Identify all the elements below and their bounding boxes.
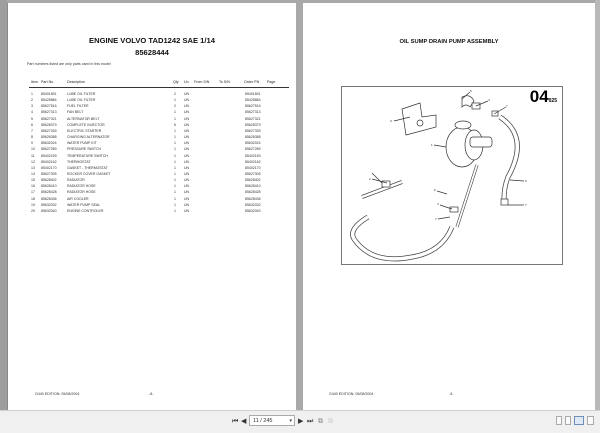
order-pn: 85628428 bbox=[245, 190, 261, 195]
table-row bbox=[8, 197, 296, 203]
table-row bbox=[8, 110, 296, 116]
quantity: 1 bbox=[174, 202, 176, 207]
unit: UN bbox=[184, 110, 190, 115]
item-number: 18 bbox=[31, 196, 35, 201]
order-pn: 85627313 bbox=[245, 110, 261, 115]
unit: UN bbox=[184, 208, 190, 213]
unit: UN bbox=[184, 135, 190, 140]
part-number: 85401891 bbox=[41, 92, 57, 96]
quantity: 1 bbox=[174, 196, 176, 201]
order-pn: 85632040 bbox=[245, 208, 261, 213]
page-number-select[interactable]: 11 / 245 ▾ bbox=[249, 415, 295, 426]
pump-assembly-drawing bbox=[342, 87, 562, 264]
next-page-icon[interactable]: ▶ bbox=[298, 418, 304, 425]
parts-note: Part numbers listed are only parts used in this model bbox=[27, 62, 111, 66]
svg-text:1: 1 bbox=[431, 143, 433, 147]
quantity: 1 bbox=[174, 135, 176, 140]
part-number: 85628402 bbox=[41, 178, 57, 183]
quantity: 6 bbox=[174, 122, 176, 127]
footer-page-number: -9- bbox=[449, 392, 454, 396]
table-row bbox=[8, 209, 296, 215]
description: THERMOSTAT bbox=[67, 159, 91, 164]
description: COMPLETE INJECTOR bbox=[67, 122, 105, 127]
description: WATER PUMP KIT bbox=[67, 141, 97, 146]
unit: UN bbox=[184, 98, 190, 103]
chevron-down-icon: ▾ bbox=[289, 418, 292, 424]
item-number: 19 bbox=[31, 202, 35, 207]
table-row bbox=[8, 98, 296, 104]
svg-text:3: 3 bbox=[390, 119, 392, 123]
description: LUBE OIL FILTER bbox=[67, 92, 96, 96]
footer-page-number: -8- bbox=[149, 392, 154, 396]
quantity: 1 bbox=[174, 147, 176, 152]
svg-text:6: 6 bbox=[525, 179, 527, 183]
item-number: 1 bbox=[31, 92, 33, 96]
unit: UN bbox=[184, 196, 190, 201]
order-pn: 85628436 bbox=[245, 196, 261, 201]
part-number: 85402162 bbox=[41, 159, 57, 164]
unit: UN bbox=[184, 190, 190, 195]
quantity: 1 bbox=[174, 98, 176, 103]
unit: UN bbox=[184, 202, 190, 207]
order-pn: 85627305 bbox=[245, 171, 261, 176]
part-number: 85627339 bbox=[41, 128, 57, 133]
description: ROCKER COVER GASKET bbox=[67, 171, 111, 176]
description: LUBE OIL FILTER bbox=[67, 98, 96, 103]
order-pn: 85626388 bbox=[245, 135, 261, 140]
part-number: 85627313 bbox=[41, 110, 57, 115]
item-number: 8 bbox=[31, 135, 33, 140]
model-part-number: 85628444 bbox=[135, 48, 169, 57]
col-un: Un bbox=[184, 80, 189, 84]
part-number: 85402170 bbox=[41, 165, 57, 170]
item-number: 9 bbox=[31, 141, 33, 146]
exploded-parts-diagram bbox=[341, 86, 563, 265]
table-row bbox=[8, 92, 296, 98]
part-number: 85632032 bbox=[41, 202, 57, 207]
part-number: 85627305 bbox=[41, 171, 57, 176]
item-number: 17 bbox=[31, 190, 35, 195]
table-row bbox=[8, 184, 296, 190]
item-number: 11 bbox=[31, 153, 35, 158]
table-row bbox=[8, 154, 296, 160]
quantity: 1 bbox=[174, 116, 176, 121]
col-order-pn: Order PN bbox=[244, 80, 260, 84]
header-divider bbox=[29, 87, 289, 88]
svg-text:2: 2 bbox=[369, 177, 371, 181]
svg-text:7: 7 bbox=[506, 104, 508, 108]
item-number: 16 bbox=[31, 184, 35, 189]
unit: UN bbox=[184, 153, 190, 158]
order-pn: 85632032 bbox=[245, 202, 261, 207]
description: GASKET - THERMOSTAT bbox=[67, 165, 108, 170]
description: ENGINE CONTROLER bbox=[67, 208, 104, 213]
item-number: 5 bbox=[31, 116, 33, 121]
footer-edition: G440 EDITION: 05/08/2004 bbox=[329, 392, 374, 396]
part-number: 85628410 bbox=[41, 184, 57, 189]
description: FAN BELT bbox=[67, 110, 84, 115]
unit: UN bbox=[184, 116, 190, 121]
table-row bbox=[8, 123, 296, 129]
first-page-icon[interactable]: ⏮ bbox=[232, 418, 239, 425]
item-number: 3 bbox=[31, 104, 33, 109]
order-pn: 85402170 bbox=[245, 165, 261, 170]
unit: UN bbox=[184, 128, 190, 133]
unit: UN bbox=[184, 147, 190, 152]
order-pn: 85401891 bbox=[245, 92, 261, 96]
assembly-title: OIL SUMP DRAIN PUMP ASSEMBLY bbox=[399, 39, 499, 45]
order-pn: 85402162 bbox=[245, 159, 261, 164]
part-number: 85402159 bbox=[41, 153, 57, 158]
svg-text:7: 7 bbox=[435, 217, 437, 221]
table-row bbox=[8, 160, 296, 166]
description: RADIATOR HOSE bbox=[67, 190, 96, 195]
description: FUEL FILTER bbox=[67, 104, 89, 109]
table-row bbox=[8, 190, 296, 196]
item-number: 15 bbox=[31, 178, 35, 183]
description: CHARGING ALTERNATOR bbox=[67, 135, 110, 140]
table-row bbox=[8, 129, 296, 135]
table-row bbox=[8, 104, 296, 110]
unit: UN bbox=[184, 184, 190, 189]
quantity: 2 bbox=[174, 104, 176, 109]
unit: UN bbox=[184, 171, 190, 176]
table-row bbox=[8, 172, 296, 178]
order-pn: 85402159 bbox=[245, 153, 261, 158]
item-number: 14 bbox=[31, 171, 35, 176]
part-number: 85425884 bbox=[41, 98, 57, 103]
single-page-view-icon[interactable] bbox=[556, 416, 562, 425]
vertical-scrollbar[interactable] bbox=[595, 0, 600, 410]
order-pn: 85628410 bbox=[245, 184, 261, 189]
order-pn: 85628379 bbox=[245, 122, 261, 127]
table-row bbox=[8, 203, 296, 209]
item-number: 20 bbox=[31, 208, 35, 213]
quantity: 1 bbox=[174, 165, 176, 170]
footer-edition: G440 EDITION: 05/08/2004 bbox=[35, 392, 80, 396]
description: PRESSURE SWITCH bbox=[67, 147, 102, 152]
document-page-right bbox=[303, 3, 595, 410]
unit: UN bbox=[184, 92, 190, 96]
table-row bbox=[8, 178, 296, 184]
unit: UN bbox=[184, 104, 190, 109]
col-item: Item bbox=[31, 80, 38, 84]
part-number: 85632024 bbox=[41, 141, 57, 146]
table-row bbox=[8, 141, 296, 147]
unit: UN bbox=[184, 141, 190, 146]
col-page: Page bbox=[267, 80, 276, 84]
part-number: 85628379 bbox=[41, 122, 57, 127]
viewer-background bbox=[0, 0, 7, 410]
part-number: 85626388 bbox=[41, 135, 57, 140]
part-number: 85632040 bbox=[41, 208, 57, 213]
description: ELECTRIC STARTER bbox=[67, 128, 102, 133]
quantity: 1 bbox=[174, 208, 176, 213]
col-part-no: Part No. bbox=[41, 80, 55, 84]
pdf-navigation-toolbar bbox=[0, 410, 600, 433]
table-row bbox=[8, 135, 296, 141]
description: WATER PUMP SEAL bbox=[67, 202, 101, 207]
item-number: 12 bbox=[31, 159, 35, 164]
description: RADIATOR bbox=[67, 178, 85, 183]
quantity: 1 bbox=[174, 110, 176, 115]
quantity: 1 bbox=[174, 178, 176, 183]
item-number: 10 bbox=[31, 147, 35, 152]
page-title: ENGINE VOLVO TAD1242 SAE 1/14 bbox=[89, 36, 215, 45]
order-pn: 85628402 bbox=[245, 178, 261, 183]
quantity: 2 bbox=[174, 92, 176, 96]
continuous-view-icon[interactable] bbox=[565, 416, 571, 425]
paste-pages-icon[interactable]: ⧉ bbox=[328, 418, 333, 425]
unit: UN bbox=[184, 165, 190, 170]
prev-page-icon[interactable]: ◀ bbox=[241, 418, 247, 425]
order-pn: 85627516 bbox=[245, 104, 261, 109]
part-number: 85628436 bbox=[41, 196, 57, 201]
quantity: 1 bbox=[174, 171, 176, 176]
item-number: 13 bbox=[31, 165, 35, 170]
quantity: 1 bbox=[174, 159, 176, 164]
copy-pages-icon[interactable]: ⧉ bbox=[318, 418, 323, 425]
unit: UN bbox=[184, 122, 190, 127]
order-pn: 85425884 bbox=[245, 98, 261, 103]
table-row bbox=[8, 166, 296, 172]
part-number: 85627516 bbox=[41, 104, 57, 109]
col-from-sn: From S/N bbox=[194, 80, 210, 84]
two-page-continuous-view-icon[interactable] bbox=[587, 416, 594, 425]
figure-number: 04025 bbox=[529, 87, 557, 106]
part-number: 85628428 bbox=[41, 190, 57, 195]
part-number: 85627321 bbox=[41, 116, 57, 121]
quantity: 1 bbox=[174, 128, 176, 133]
item-number: 2 bbox=[31, 98, 33, 103]
svg-text:4: 4 bbox=[437, 202, 439, 206]
last-page-icon[interactable]: ⏭ bbox=[307, 418, 314, 425]
order-pn: 85627321 bbox=[245, 116, 261, 121]
table-row bbox=[8, 147, 296, 153]
order-pn: 85632024 bbox=[245, 141, 261, 146]
unit: UN bbox=[184, 159, 190, 164]
unit: UN bbox=[184, 178, 190, 183]
col-to-sn: To S/N bbox=[219, 80, 230, 84]
svg-text:4: 4 bbox=[488, 98, 490, 102]
part-number: 85627289 bbox=[41, 147, 57, 152]
description: AIR COOLER bbox=[67, 196, 89, 201]
order-pn: 85627339 bbox=[245, 128, 261, 133]
description: TEMPERATURE SWITCH bbox=[67, 153, 108, 158]
quantity: 1 bbox=[174, 190, 176, 195]
document-page-left bbox=[7, 3, 296, 410]
item-number: 4 bbox=[31, 110, 33, 115]
col-description: Description bbox=[67, 80, 85, 84]
two-page-view-icon[interactable] bbox=[574, 416, 584, 425]
order-pn: 85627289 bbox=[245, 147, 261, 152]
quantity: 1 bbox=[174, 184, 176, 189]
svg-text:5: 5 bbox=[470, 89, 472, 93]
table-row bbox=[8, 117, 296, 123]
item-number: 7 bbox=[31, 128, 33, 133]
quantity: 1 bbox=[174, 141, 176, 146]
quantity: 1 bbox=[174, 153, 176, 158]
svg-text:6: 6 bbox=[434, 188, 436, 192]
item-number: 6 bbox=[31, 122, 33, 127]
description: ALTERNATOR BELT bbox=[67, 116, 100, 121]
svg-text:7: 7 bbox=[525, 203, 527, 207]
col-qty: Qty bbox=[173, 80, 179, 84]
description: RADIATOR HOSE bbox=[67, 184, 96, 189]
